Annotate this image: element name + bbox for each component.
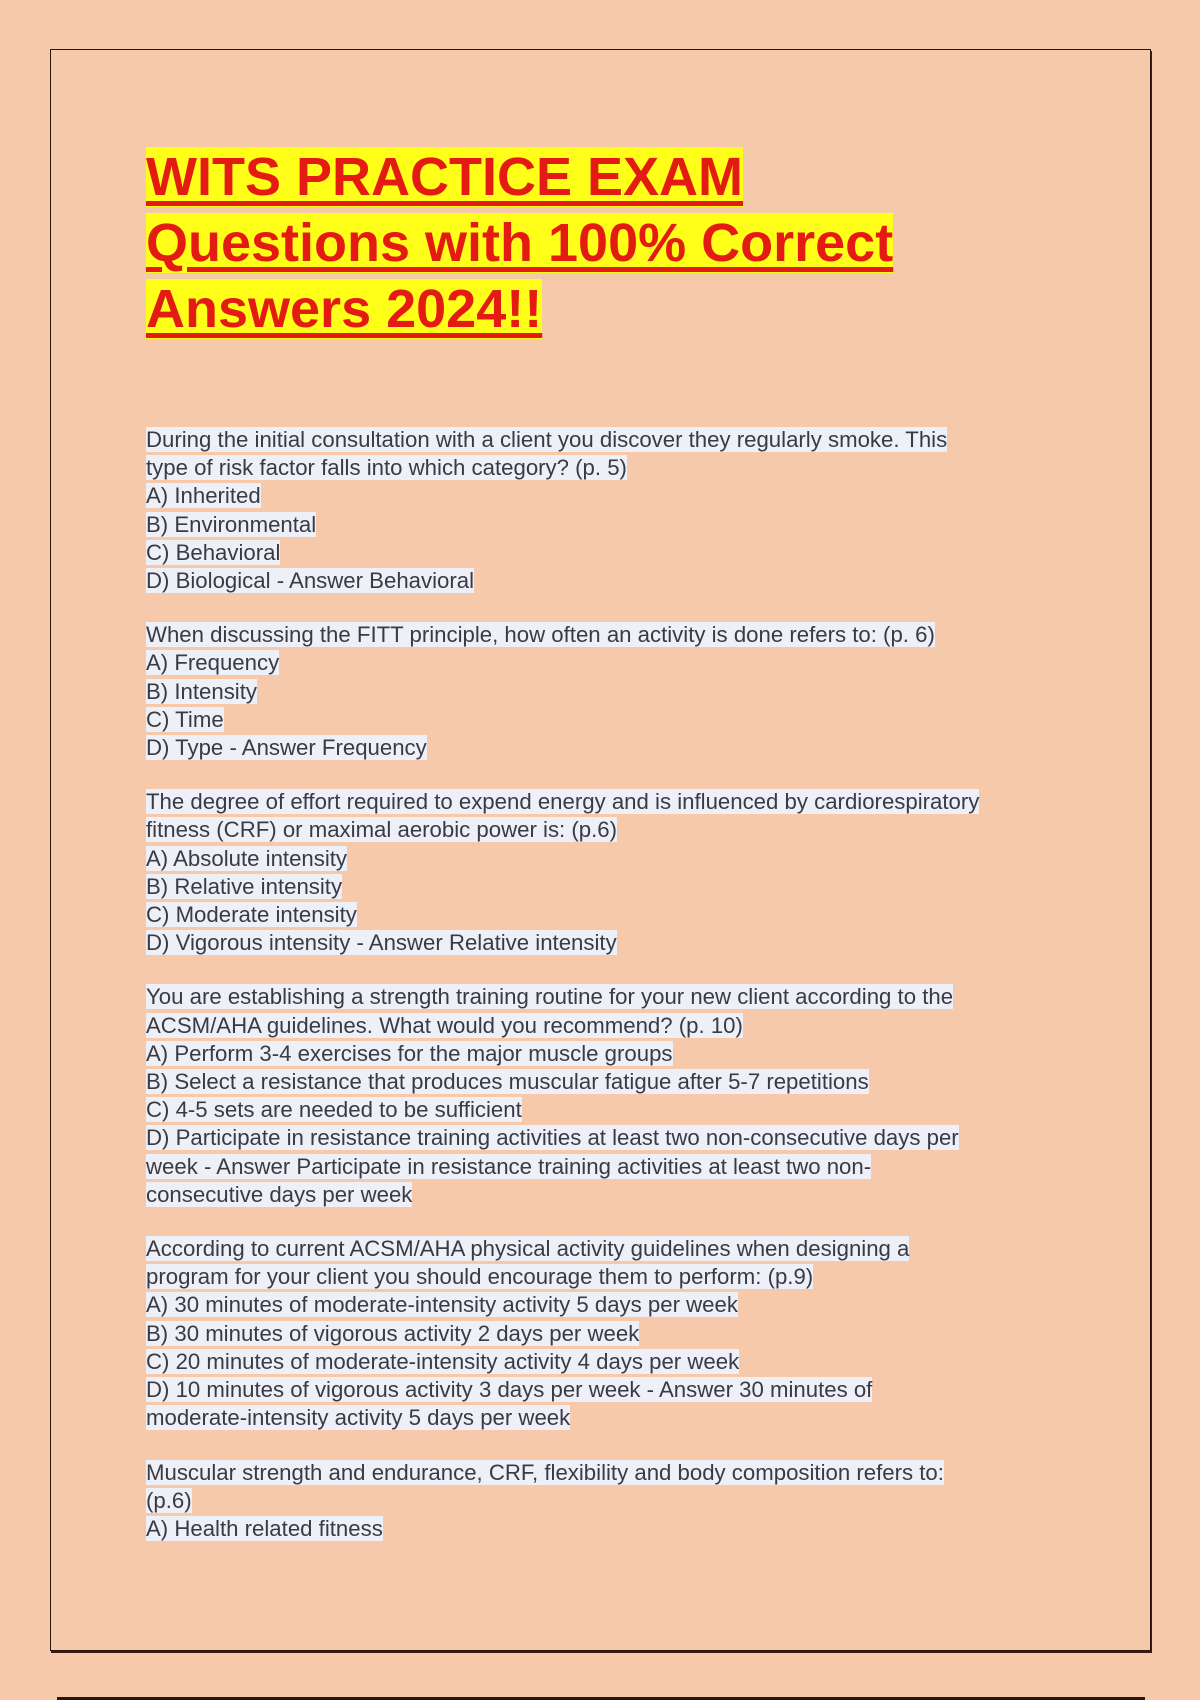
question-line — [146, 567, 1066, 595]
question-text: According to current ACSM/AHA physical activity guidelines when designing a — [146, 1236, 910, 1262]
question-list — [146, 426, 1066, 1569]
question-line — [146, 788, 1066, 816]
question-text: (p.6) — [146, 1487, 192, 1513]
question-text: D) Vigorous intensity - Answer Relative intensity — [146, 930, 617, 956]
document-title — [146, 144, 1046, 342]
question-line — [146, 1487, 1066, 1515]
question-text: B) Intensity — [146, 678, 257, 704]
question-text: D) Participate in resistance training activities at least two non-consecutive days per — [146, 1125, 959, 1151]
question-line — [146, 845, 1066, 873]
question-text: type of risk factor falls into which category? (p. 5) — [146, 455, 627, 481]
question-text: B) Environmental — [146, 511, 317, 537]
question-text: D) 10 minutes of vigorous activity 3 days per week - Answer 30 minutes of — [146, 1377, 873, 1403]
question-line — [146, 816, 1066, 844]
question-block — [146, 1235, 1066, 1432]
question-line — [146, 1040, 1066, 1068]
question-text: When discussing the FITT principle, how often an activity is done refers to: (p. 6) — [146, 622, 935, 648]
question-text: moderate-intensity activity 5 days per week — [146, 1405, 571, 1431]
question-text: A) Perform 3-4 exercises for the major muscle groups — [146, 1040, 673, 1066]
question-block — [146, 788, 1066, 957]
title-line: Questions with 100% Correct — [146, 213, 894, 273]
question-block — [146, 983, 1066, 1209]
question-text: B) 30 minutes of vigorous activity 2 days per week — [146, 1320, 640, 1346]
question-text: A) Health related fitness — [146, 1515, 383, 1541]
question-text: C) 4-5 sets are needed to be sufficient — [146, 1097, 522, 1123]
question-line — [146, 426, 1066, 454]
question-line — [146, 983, 1066, 1011]
question-line — [146, 929, 1066, 957]
question-line — [146, 649, 1066, 677]
question-text: fitness (CRF) or maximal aerobic power is: (p.6) — [146, 817, 617, 843]
question-block — [146, 1459, 1066, 1544]
question-line — [146, 511, 1066, 539]
question-line — [146, 1459, 1066, 1487]
question-text: B) Select a resistance that produces muscular fatigue after 5-7 repetitions — [146, 1069, 869, 1095]
question-line — [146, 734, 1066, 762]
question-line — [146, 1068, 1066, 1096]
question-text: A) Inherited — [146, 483, 261, 509]
question-line — [146, 706, 1066, 734]
question-line — [146, 901, 1066, 929]
question-text: A) Absolute intensity — [146, 845, 348, 871]
question-text: B) Relative intensity — [146, 873, 343, 899]
question-block — [146, 621, 1066, 762]
question-line — [146, 1515, 1066, 1543]
question-line — [146, 539, 1066, 567]
question-line — [146, 678, 1066, 706]
question-text: Muscular strength and endurance, CRF, flexibility and body composition refers to: — [146, 1459, 944, 1485]
question-line — [146, 1012, 1066, 1040]
question-text: C) Behavioral — [146, 539, 281, 565]
question-line — [146, 873, 1066, 901]
question-line — [146, 1181, 1066, 1209]
question-line — [146, 621, 1066, 649]
question-line — [146, 1124, 1066, 1152]
question-line — [146, 1153, 1066, 1181]
question-line — [146, 1263, 1066, 1291]
question-text: D) Biological - Answer Behavioral — [146, 568, 475, 594]
question-text: The degree of effort required to expend energy and is influenced by cardiorespiratory — [146, 789, 980, 815]
question-line — [146, 1376, 1066, 1404]
question-text: D) Type - Answer Frequency — [146, 735, 427, 761]
title-line: WITS PRACTICE EXAM — [146, 147, 744, 207]
question-line — [146, 1320, 1066, 1348]
question-text: During the initial consultation with a client you discover they regularly smoke. This — [146, 427, 948, 452]
question-text: week - Answer Participate in resistance training activities at least two non- — [146, 1153, 872, 1179]
question-text: ACSM/AHA guidelines. What would you recommend? (p. 10) — [146, 1012, 743, 1038]
question-text: C) Moderate intensity — [146, 902, 357, 928]
question-text: A) Frequency — [146, 650, 280, 676]
question-line — [146, 454, 1066, 482]
question-block — [146, 426, 1066, 595]
question-text: program for your client you should encourage them to perform: (p.9) — [146, 1264, 814, 1290]
question-text: You are establishing a strength training routine for your new client according to the — [146, 984, 954, 1010]
question-text: consecutive days per week — [146, 1181, 413, 1207]
question-line — [146, 1404, 1066, 1432]
question-line — [146, 1291, 1066, 1319]
question-line — [146, 1096, 1066, 1124]
question-text: C) Time — [146, 706, 224, 732]
question-line — [146, 1348, 1066, 1376]
title-line: Answers 2024!! — [146, 279, 543, 339]
question-text: A) 30 minutes of moderate-intensity activity 5 days per week — [146, 1292, 738, 1318]
question-line — [146, 482, 1066, 510]
question-text: C) 20 minutes of moderate-intensity activity 4 days per week — [146, 1348, 740, 1374]
question-line — [146, 1235, 1066, 1263]
